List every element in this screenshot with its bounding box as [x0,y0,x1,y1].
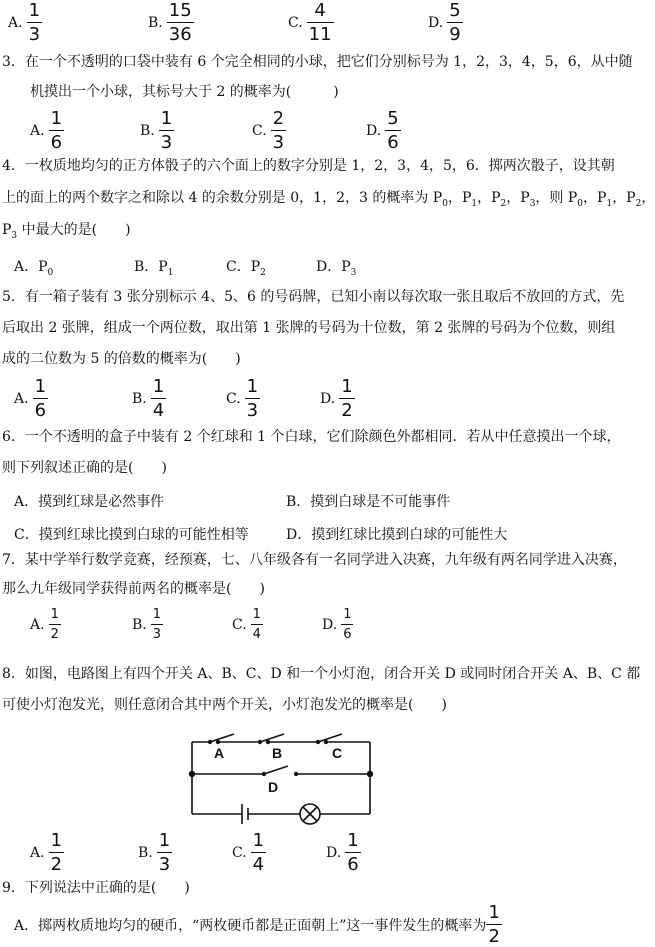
fraction: $\frac{1}{3}$ [246,376,259,421]
q7-line-1: 7．某中学举行数学竞赛，经预赛，七、八年级各有一名同学进入决赛，九年级有两名同学进入决赛， [2,552,627,568]
fraction: $\frac{1}{4}$ [152,376,165,421]
switch-label-d: D [268,779,279,795]
fraction: $\frac{5}{9}$ [449,0,461,45]
fraction: $\frac{1}{3}$ [28,0,41,45]
junction-dot [367,771,373,777]
fraction: $\frac{1}{6}$ [343,607,352,642]
q9-option-a: A．掷两枚质地均匀的硬币，“两枚硬币都是正面朝上”这一事件发生的概率为 $\frac{1}{2}$ [14,902,500,947]
q4-option-a: A．$P_0$ [14,259,54,278]
q7-option-d: D. $\frac{1}{6}$ [322,607,352,642]
fraction: $\frac{1}{6}$ [50,108,63,153]
fraction: $\frac{1}{6}$ [34,376,47,421]
q6-line-1: 6．一个不透明的盒子中装有 2 个红球和 1 个白球，它们除颜色外都相同．若从中任意摸出一个球， [2,429,621,445]
q6-option-c: C．摸到红球比摸到白球的可能性相等 [14,527,249,543]
fraction: $\frac{2}{3}$ [272,108,285,153]
q6-line-2: 则下列叙述正确的是( ) [2,460,167,476]
q9-line-1: 9．下列说法中正确的是( ) [2,880,190,896]
fraction: $\frac{1}{4}$ [252,830,265,875]
junction-dot [189,771,195,777]
q2-option-c: C. $\frac{4}{11}$ [288,0,332,45]
q8-line-1: 8．如图，电路图上有四个开关 A、B、C、D 和一个小灯泡，闭合开关 D 或同时闭合开关 A、B、C 都 [2,666,641,682]
switch-label-a: A [214,745,225,761]
fraction: $\frac{1}{3}$ [158,830,171,875]
q8-option-c: C. $\frac{1}{4}$ [232,830,265,875]
q5-line-1: 5．有一箱子装有 3 张分别标示 4、5、6 的号码牌，已知小南以每次取一张且取后不放回的方式，先 [2,289,625,305]
q6-option-d: D．摸到红球比摸到白球的可能性大 [286,527,508,543]
q8-option-b: B. $\frac{1}{3}$ [138,830,171,875]
q3-option-a: A. $\frac{1}{6}$ [30,108,63,153]
q3-option-c: C. $\frac{2}{3}$ [252,108,285,153]
q4-option-c: C．$P_2$ [226,259,266,278]
fraction: $\frac{1}{2}$ [488,902,500,947]
switch-a [210,734,234,742]
switch-c [318,734,342,742]
q7-option-a: A. $\frac{1}{2}$ [30,607,59,642]
fraction: $\frac{4}{11}$ [308,0,332,45]
switch-b [260,734,284,742]
q7-line-2: 那么九年级同学获得前两名的概率是( ) [2,581,265,597]
q5-line-3: 成的二位数为 5 的倍数的概率为( ) [2,351,241,367]
q8-option-d: D. $\frac{1}{6}$ [326,830,359,875]
q4-option-d: D．$P_3$ [316,259,357,278]
q4-option-b: B．$P_1$ [134,259,174,278]
q2-option-a: A. $\frac{1}{3}$ [8,0,41,45]
q8-line-2: 可使小灯泡发光，则任意闭合其中两个开关，小灯泡发光的概率是( ) [2,697,447,713]
fraction: $\frac{1}{3}$ [160,108,173,153]
fraction: $\frac{15}{36}$ [168,0,192,45]
fraction: $\frac{1}{2}$ [341,376,353,421]
fraction: $\frac{1}{2}$ [50,830,63,875]
fraction: $\frac{5}{6}$ [387,108,399,153]
q3-option-d: D. $\frac{5}{6}$ [366,108,399,153]
q2-option-d: D. $\frac{5}{9}$ [428,0,461,45]
fraction: $\frac{1}{6}$ [347,830,359,875]
fraction: $\frac{1}{3}$ [152,607,162,642]
fraction: $\frac{1}{4}$ [252,607,261,642]
q3-option-b: B. $\frac{1}{3}$ [140,108,173,153]
switch-d [264,766,288,774]
q5-option-d: D. $\frac{1}{2}$ [320,376,353,421]
q6-option-b: B．摸到白球是不可能事件 [286,494,451,510]
switch-label-c: C [332,745,343,761]
q3-line-1: 3．在一个不透明的口袋中装有 6 个完全相同的小球，把它们分别标号为 1，2，3，4，5，6，从中随 [2,54,633,70]
q4-line-1: 4．一枚质地均匀的正方体骰子的六个面上的数字分别是 1，2，3，4，5，6．掷两次骰子，设其朝 [2,158,615,174]
q3-line-2: 机摸出一个小球，其标号大于 2 的概率为( ) [30,84,339,100]
switch-label-b: B [272,745,283,761]
fraction: $\frac{1}{2}$ [50,607,59,642]
q5-line-2: 后取出 2 张牌，组成一个两位数，取出第 1 张牌的号码为十位数，第 2 张牌的号码为个位数，则组 [2,320,616,336]
q6-option-a: A．摸到红球是必然事件 [14,494,165,510]
q5-option-a: A. $\frac{1}{6}$ [14,376,47,421]
circuit-diagram [180,728,380,828]
q5-option-c: C. $\frac{1}{3}$ [226,376,259,421]
q8-option-a: A. $\frac{1}{2}$ [30,830,63,875]
q5-option-b: B. $\frac{1}{4}$ [132,376,165,421]
q7-option-b: B. $\frac{1}{3}$ [132,607,162,642]
q7-option-c: C. $\frac{1}{4}$ [232,607,261,642]
q2-option-b: B. $\frac{15}{36}$ [148,0,192,45]
q4-line-3: $P_3$ 中最大的是( ) [2,222,131,241]
q4-line-2: 上的面上的两个数字之和除以 4 的余数分别是 0，1，2，3 的概率为 $P_0$，$P_1$，$P_2$，$P_3$，则 $P_0$，$P_1$，$P_2$， [2,190,655,209]
